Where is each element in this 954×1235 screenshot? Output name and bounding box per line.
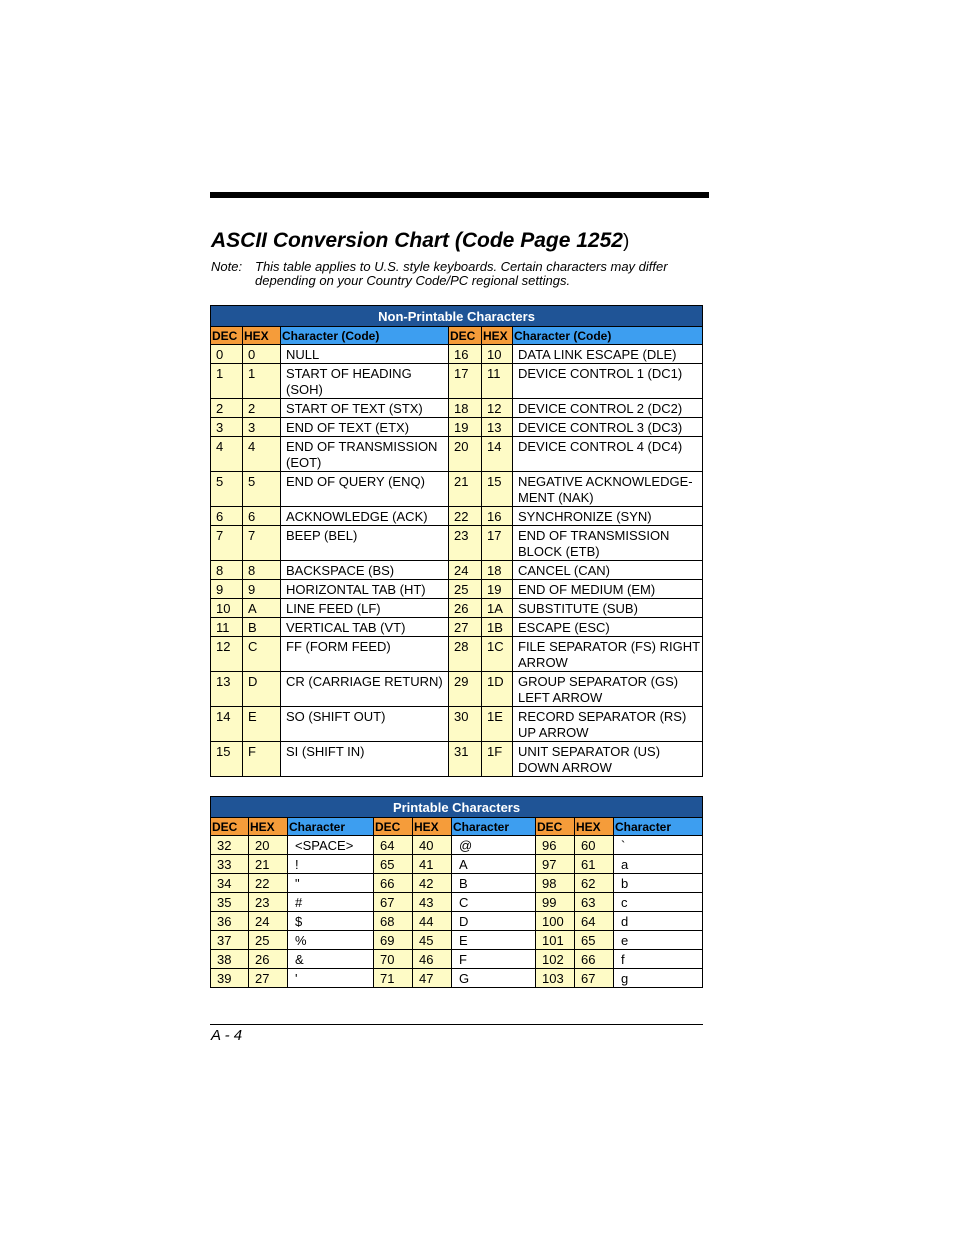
dec-cell: 103 xyxy=(536,969,575,988)
table-row xyxy=(211,912,703,931)
dec-cell: 102 xyxy=(536,950,575,969)
dec-cell: 17 xyxy=(449,364,482,399)
table-row xyxy=(211,874,703,893)
top-rule xyxy=(210,192,709,198)
hex-cell: 41 xyxy=(413,855,452,874)
hex-cell: 46 xyxy=(413,950,452,969)
character-cell: END OF MEDIUM (EM) xyxy=(513,580,703,599)
dec-cell: 2 xyxy=(211,399,243,418)
dec-cell: 22 xyxy=(449,507,482,526)
hex-cell: 12 xyxy=(482,399,513,418)
hex-cell: 19 xyxy=(482,580,513,599)
character-cell: " xyxy=(288,874,374,893)
dec-cell: 18 xyxy=(449,399,482,418)
hex-cell: 1D xyxy=(482,672,513,707)
note-label: Note: xyxy=(211,259,243,274)
hex-cell: 1 xyxy=(243,364,281,399)
dec-cell: 13 xyxy=(211,672,243,707)
dec-cell: 11 xyxy=(211,618,243,637)
hex-cell: 23 xyxy=(249,893,288,912)
character-cell: BACKSPACE (BS) xyxy=(281,561,449,580)
dec-cell: 31 xyxy=(449,742,482,777)
dec-cell: 15 xyxy=(211,742,243,777)
table-row xyxy=(211,472,703,507)
hex-cell: 6 xyxy=(243,507,281,526)
character-cell: START OF TEXT (STX) xyxy=(281,399,449,418)
dec-cell: 7 xyxy=(211,526,243,561)
footer-rule xyxy=(210,1024,703,1025)
dec-cell: 99 xyxy=(536,893,575,912)
hex-cell: 20 xyxy=(249,836,288,855)
note-text: This table applies to U.S. style keyboards. Certain characters may differ depending on your Country Code/PC regional settings. xyxy=(255,259,668,288)
dec-cell: 25 xyxy=(449,580,482,599)
dec-cell: 3 xyxy=(211,418,243,437)
character-cell: SUBSTITUTE (SUB) xyxy=(513,599,703,618)
non-printable-table xyxy=(210,305,703,777)
non-printable-title: Non-Printable Characters xyxy=(211,306,703,327)
dec-cell: 68 xyxy=(374,912,413,931)
column-header: Character (Code) xyxy=(281,327,449,345)
dec-cell: 66 xyxy=(374,874,413,893)
dec-cell: 21 xyxy=(449,472,482,507)
character-cell: DEVICE CONTROL 4 (DC4) xyxy=(513,437,703,472)
character-cell: d xyxy=(614,912,703,931)
table-row xyxy=(211,637,703,672)
table-row xyxy=(211,418,703,437)
character-cell: FILE SEPARATOR (FS) RIGHT ARROW xyxy=(513,637,703,672)
hex-cell: E xyxy=(243,707,281,742)
dec-cell: 5 xyxy=(211,472,243,507)
hex-cell: 64 xyxy=(575,912,614,931)
table-row xyxy=(211,672,703,707)
character-cell: @ xyxy=(452,836,536,855)
dec-cell: 64 xyxy=(374,836,413,855)
dec-cell: 65 xyxy=(374,855,413,874)
character-cell: END OF TRANSMISSION BLOCK (ETB) xyxy=(513,526,703,561)
dec-cell: 19 xyxy=(449,418,482,437)
hex-cell: B xyxy=(243,618,281,637)
table-row xyxy=(211,742,703,777)
hex-cell: 40 xyxy=(413,836,452,855)
character-cell: SYNCHRONIZE (SYN) xyxy=(513,507,703,526)
hex-cell: 25 xyxy=(249,931,288,950)
hex-cell: 65 xyxy=(575,931,614,950)
character-cell: NEGATIVE ACKNOWLEDGE-MENT (NAK) xyxy=(513,472,703,507)
character-cell: BEEP (BEL) xyxy=(281,526,449,561)
hex-cell: 1C xyxy=(482,637,513,672)
hex-cell: 44 xyxy=(413,912,452,931)
character-cell: END OF TRANSMISSION (EOT) xyxy=(281,437,449,472)
hex-cell: 62 xyxy=(575,874,614,893)
dec-cell: 4 xyxy=(211,437,243,472)
hex-cell: 10 xyxy=(482,345,513,364)
dec-cell: 28 xyxy=(449,637,482,672)
dec-cell: 24 xyxy=(449,561,482,580)
character-cell: A xyxy=(452,855,536,874)
character-cell: HORIZONTAL TAB (HT) xyxy=(281,580,449,599)
dec-cell: 71 xyxy=(374,969,413,988)
dec-cell: 37 xyxy=(211,931,249,950)
dec-cell: 36 xyxy=(211,912,249,931)
hex-cell: 14 xyxy=(482,437,513,472)
hex-cell: F xyxy=(243,742,281,777)
table-row xyxy=(211,437,703,472)
hex-cell: 1B xyxy=(482,618,513,637)
hex-cell: 1E xyxy=(482,707,513,742)
non-printable-rows xyxy=(211,345,703,777)
character-cell: % xyxy=(288,931,374,950)
hex-cell: 66 xyxy=(575,950,614,969)
hex-cell: 1A xyxy=(482,599,513,618)
hex-cell: 24 xyxy=(249,912,288,931)
dec-cell: 69 xyxy=(374,931,413,950)
character-cell: DEVICE CONTROL 2 (DC2) xyxy=(513,399,703,418)
character-cell: F xyxy=(452,950,536,969)
hex-cell: 67 xyxy=(575,969,614,988)
character-cell: G xyxy=(452,969,536,988)
dec-cell: 16 xyxy=(449,345,482,364)
dec-cell: 35 xyxy=(211,893,249,912)
column-header: HEX xyxy=(249,818,288,836)
hex-cell: 27 xyxy=(249,969,288,988)
dec-cell: 29 xyxy=(449,672,482,707)
dec-cell: 6 xyxy=(211,507,243,526)
dec-cell: 27 xyxy=(449,618,482,637)
character-cell: E xyxy=(452,931,536,950)
page-title-paren: ) xyxy=(622,231,630,252)
character-cell: e xyxy=(614,931,703,950)
hex-cell: 18 xyxy=(482,561,513,580)
character-cell: START OF HEADING (SOH) xyxy=(281,364,449,399)
character-cell: ! xyxy=(288,855,374,874)
dec-cell: 67 xyxy=(374,893,413,912)
character-cell: ` xyxy=(614,836,703,855)
hex-cell: 16 xyxy=(482,507,513,526)
column-header: Character xyxy=(288,818,374,836)
character-cell: DEVICE CONTROL 3 (DC3) xyxy=(513,418,703,437)
character-cell: NULL xyxy=(281,345,449,364)
dec-cell: 20 xyxy=(449,437,482,472)
hex-cell: 7 xyxy=(243,526,281,561)
hex-cell: 11 xyxy=(482,364,513,399)
character-cell: b xyxy=(614,874,703,893)
character-cell: <SPACE> xyxy=(288,836,374,855)
dec-cell: 23 xyxy=(449,526,482,561)
dec-cell: 39 xyxy=(211,969,249,988)
dec-cell: 30 xyxy=(449,707,482,742)
character-cell: SI (SHIFT IN) xyxy=(281,742,449,777)
character-cell: ESCAPE (ESC) xyxy=(513,618,703,637)
hex-cell: 13 xyxy=(482,418,513,437)
character-cell: RECORD SEPARATOR (RS) UP ARROW xyxy=(513,707,703,742)
hex-cell: 2 xyxy=(243,399,281,418)
character-cell: ' xyxy=(288,969,374,988)
table-row xyxy=(211,950,703,969)
character-cell: & xyxy=(288,950,374,969)
hex-cell: 3 xyxy=(243,418,281,437)
printable-title: Printable Characters xyxy=(211,797,703,818)
column-header: DEC xyxy=(449,327,482,345)
character-cell: CANCEL (CAN) xyxy=(513,561,703,580)
table-row xyxy=(211,618,703,637)
column-header: HEX xyxy=(413,818,452,836)
table-row xyxy=(211,580,703,599)
column-header: Character xyxy=(452,818,536,836)
hex-cell: 8 xyxy=(243,561,281,580)
hex-cell: 26 xyxy=(249,950,288,969)
character-cell: c xyxy=(614,893,703,912)
hex-cell: 4 xyxy=(243,437,281,472)
hex-cell: 5 xyxy=(243,472,281,507)
character-cell: UNIT SEPARATOR (US) DOWN ARROW xyxy=(513,742,703,777)
character-cell: CR (CARRIAGE RETURN) xyxy=(281,672,449,707)
character-cell: B xyxy=(452,874,536,893)
character-cell: a xyxy=(614,855,703,874)
printable-table xyxy=(210,796,703,988)
table-row xyxy=(211,599,703,618)
hex-cell: 43 xyxy=(413,893,452,912)
column-header: DEC xyxy=(374,818,413,836)
dec-cell: 101 xyxy=(536,931,575,950)
dec-cell: 12 xyxy=(211,637,243,672)
character-cell: # xyxy=(288,893,374,912)
table-row xyxy=(211,561,703,580)
dec-cell: 38 xyxy=(211,950,249,969)
page-number: A - 4 xyxy=(211,1027,243,1044)
hex-cell: C xyxy=(243,637,281,672)
dec-cell: 70 xyxy=(374,950,413,969)
dec-cell: 8 xyxy=(211,561,243,580)
column-header: HEX xyxy=(482,327,513,345)
table-row xyxy=(211,855,703,874)
character-cell: DEVICE CONTROL 1 (DC1) xyxy=(513,364,703,399)
column-header: HEX xyxy=(575,818,614,836)
column-header: DEC xyxy=(211,327,243,345)
column-header: Character (Code) xyxy=(513,327,703,345)
dec-cell: 32 xyxy=(211,836,249,855)
character-cell: GROUP SEPARATOR (GS) LEFT ARROW xyxy=(513,672,703,707)
column-header: DEC xyxy=(536,818,575,836)
hex-cell: 15 xyxy=(482,472,513,507)
hex-cell: 1F xyxy=(482,742,513,777)
character-cell: f xyxy=(614,950,703,969)
dec-cell: 9 xyxy=(211,580,243,599)
hex-cell: 61 xyxy=(575,855,614,874)
hex-cell: 42 xyxy=(413,874,452,893)
table-row xyxy=(211,399,703,418)
hex-cell: 22 xyxy=(249,874,288,893)
dec-cell: 34 xyxy=(211,874,249,893)
dec-cell: 97 xyxy=(536,855,575,874)
character-cell: $ xyxy=(288,912,374,931)
character-cell: END OF QUERY (ENQ) xyxy=(281,472,449,507)
table-row xyxy=(211,364,703,399)
character-cell: ACKNOWLEDGE (ACK) xyxy=(281,507,449,526)
hex-cell: 0 xyxy=(243,345,281,364)
table-row xyxy=(211,969,703,988)
hex-cell: D xyxy=(243,672,281,707)
hex-cell: 60 xyxy=(575,836,614,855)
hex-cell: A xyxy=(243,599,281,618)
character-cell: DATA LINK ESCAPE (DLE) xyxy=(513,345,703,364)
dec-cell: 100 xyxy=(536,912,575,931)
character-cell: g xyxy=(614,969,703,988)
page-title xyxy=(211,229,629,253)
dec-cell: 1 xyxy=(211,364,243,399)
hex-cell: 9 xyxy=(243,580,281,599)
character-cell: SO (SHIFT OUT) xyxy=(281,707,449,742)
character-cell: FF (FORM FEED) xyxy=(281,637,449,672)
page-title-text: ASCII Conversion Chart (Code Page 1252 xyxy=(211,229,623,252)
table-row xyxy=(211,893,703,912)
table-row xyxy=(211,836,703,855)
hex-cell: 47 xyxy=(413,969,452,988)
hex-cell: 63 xyxy=(575,893,614,912)
character-cell: VERTICAL TAB (VT) xyxy=(281,618,449,637)
column-header: DEC xyxy=(211,818,249,836)
dec-cell: 14 xyxy=(211,707,243,742)
character-cell: C xyxy=(452,893,536,912)
hex-cell: 17 xyxy=(482,526,513,561)
dec-cell: 33 xyxy=(211,855,249,874)
table-row xyxy=(211,931,703,950)
printable-rows xyxy=(211,836,703,988)
table-row xyxy=(211,707,703,742)
character-cell: LINE FEED (LF) xyxy=(281,599,449,618)
character-cell: END OF TEXT (ETX) xyxy=(281,418,449,437)
hex-cell: 45 xyxy=(413,931,452,950)
column-header: HEX xyxy=(243,327,281,345)
table-row xyxy=(211,507,703,526)
character-cell: D xyxy=(452,912,536,931)
dec-cell: 26 xyxy=(449,599,482,618)
hex-cell: 21 xyxy=(249,855,288,874)
table-row xyxy=(211,345,703,364)
dec-cell: 10 xyxy=(211,599,243,618)
table-row xyxy=(211,526,703,561)
dec-cell: 98 xyxy=(536,874,575,893)
dec-cell: 96 xyxy=(536,836,575,855)
column-header: Character xyxy=(614,818,703,836)
dec-cell: 0 xyxy=(211,345,243,364)
